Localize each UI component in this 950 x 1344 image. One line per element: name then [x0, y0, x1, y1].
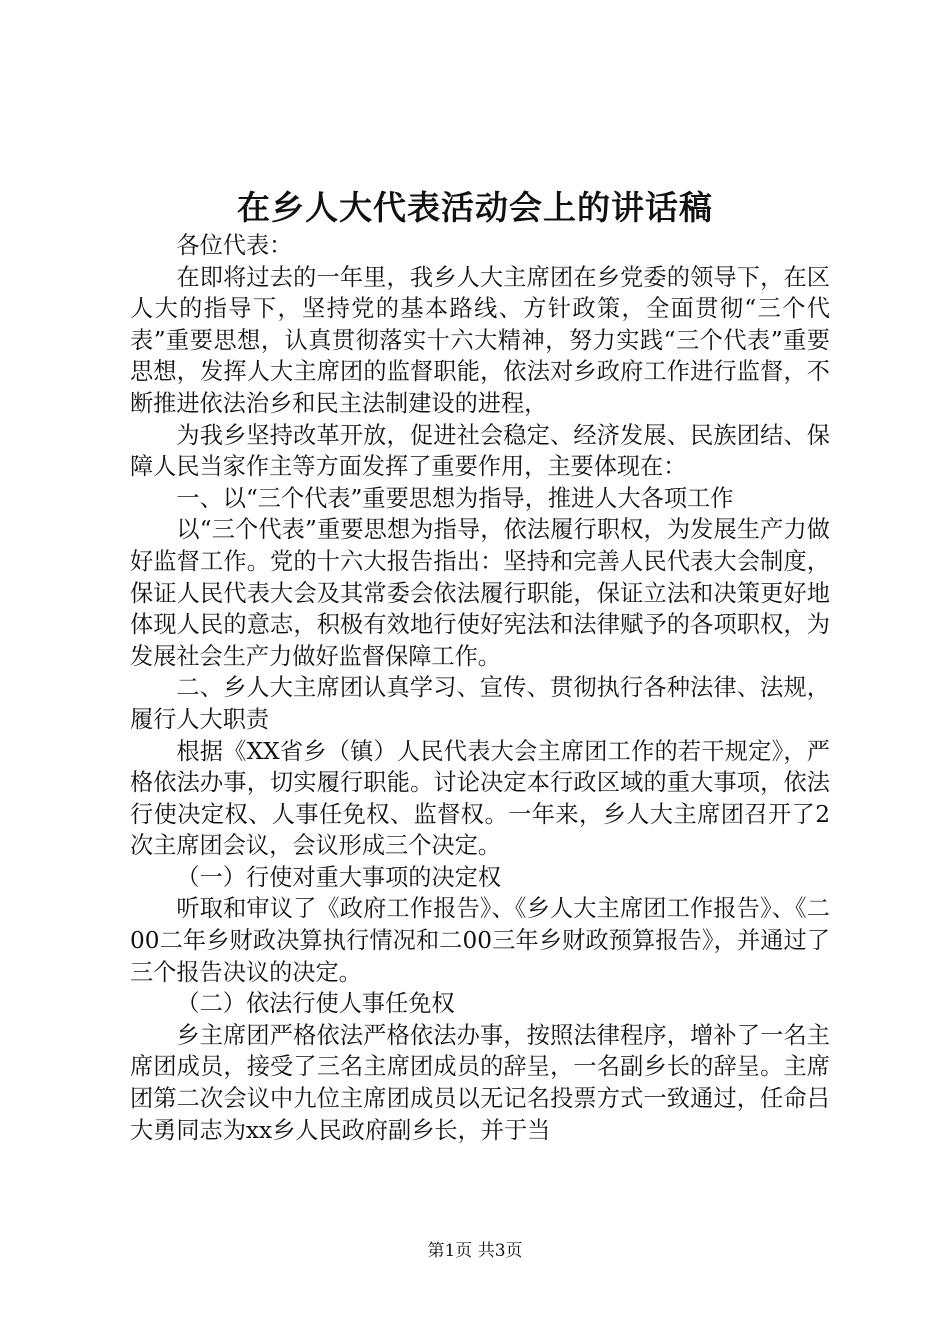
paragraph-salutation: 各位代表：	[176, 232, 293, 259]
subsection-heading: （一）行使对重大事项的决定权	[176, 863, 502, 891]
paragraph: 在即将过去的一年里，我乡人大主席团在乡党委的领导下，在区人大的指导下，坚持党的基本路线、方针政策，全面贯彻“三个代表”重要思想，认真贯彻落实十六大精神，努力实践“三个代表”重要思想，发挥人大主席团的监督职能，依法对乡政府工作进行监督，不断推进依法治乡和民主法制建设的进程，	[130, 263, 830, 417]
paragraph: 乡主席团严格依法严格依法办事，按照法律程序，增补了一名主席团成员，接受了三名主席团成员的辞呈，一名副乡长的辞呈。主席团第二次会议中九位主席团成员以无记名投票方式一致通过，任命吕大勇同志为xx乡人民政府副乡长，并于当	[130, 1021, 830, 1144]
paragraph: 以“三个代表”重要思想为指导，依法履行职权，为发展生产力做好监督工作。党的十六大报告指出：坚持和完善人民代表大会制度，保证人民代表大会及其常委会依法履行职能，保证立法和决策更好地体现人民的意志，积极有效地行使好宪法和法律赋予的各项职权，为发展社会生产力做好监督保障工作。	[130, 516, 830, 670]
document-title: 在乡人大代表活动会上的讲话稿	[237, 188, 713, 227]
paragraph: 为我乡坚持改革开放，促进社会稳定、经济发展、民族团结、保障人民当家作主等方面发挥了重要作用，主要体现在：	[130, 421, 830, 481]
document-body	[130, 230, 830, 1146]
subsection-heading: （二）依法行使人事任免权	[176, 990, 455, 1018]
paragraph: 听取和审议了《政府工作报告》、《乡人大主席团工作报告》、《二00二年乡财政决算执行情况和二00三年乡财政预算报告》，并通过了三个报告决议的决定。	[130, 895, 830, 986]
section-heading: 二、乡人大主席团认真学习、宣传、贯彻执行各种法律、法规，履行人大职责	[130, 674, 830, 733]
section-heading: 一、以“三个代表”重要思想为指导，推进人大各项工作	[176, 484, 734, 512]
paragraph: 根据《XX省乡（镇）人民代表大会主席团工作的若干规定》，严格依法办事，切实履行职能。讨论决定本行政区域的重大事项，依法行使决定权、人事任免权、监督权。一年来，乡人大主席团召开了2次主席团会议，会议形成三个决定。	[130, 737, 830, 860]
page-number-footer: 第1页 共3页	[427, 1241, 523, 1261]
